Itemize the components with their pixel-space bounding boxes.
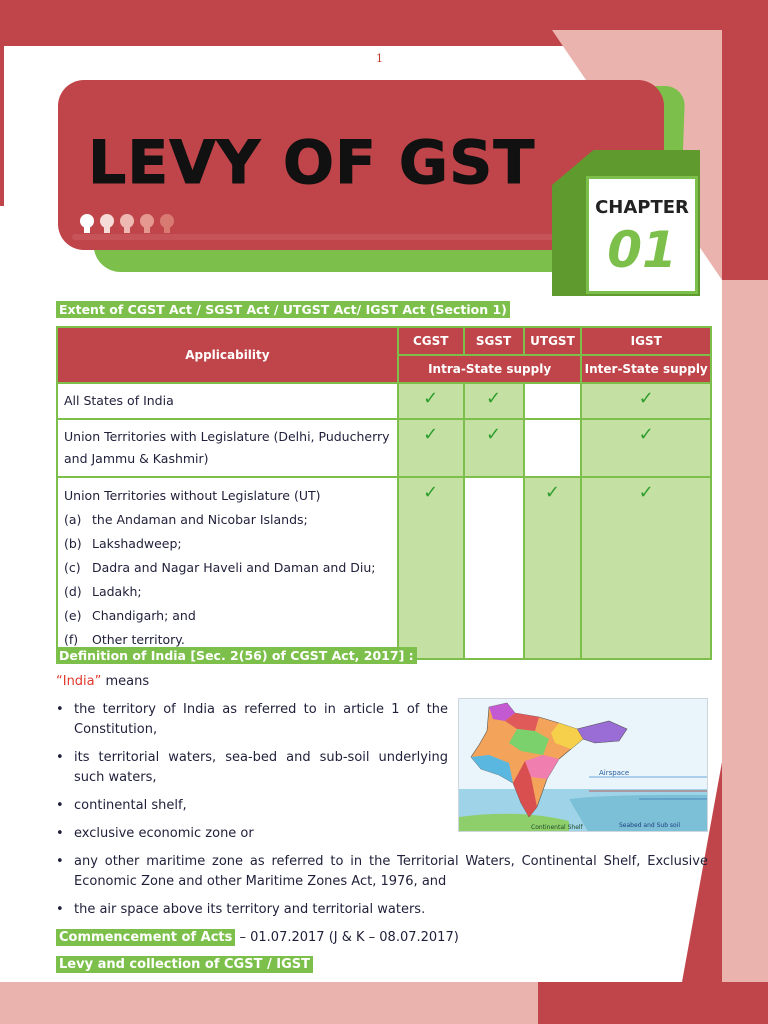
header-igst: IGST — [581, 327, 711, 355]
check-icon: ✓ — [398, 419, 464, 477]
list-item — [64, 604, 391, 628]
header-utgst: UTGST — [524, 327, 582, 355]
extent-heading-text: Extent of CGST Act / SGST Act / UTGST Act/ IGST Act (Section 1) — [56, 301, 510, 318]
check-icon: ✓ — [581, 383, 711, 419]
chapter-number: 01 — [607, 221, 677, 279]
bullet-icon: • — [56, 826, 64, 841]
list-item — [64, 556, 391, 580]
levy-heading — [56, 957, 313, 972]
frame-right-pink-bar — [722, 280, 768, 1024]
empty-cell — [464, 477, 524, 659]
chapter-label: CHAPTER — [595, 197, 689, 218]
list-item — [56, 796, 448, 816]
header-intra-state: Intra-State supply — [398, 355, 582, 383]
commencement-line — [56, 930, 459, 945]
check-icon: ✓ — [581, 477, 711, 659]
item-mark: (f) — [64, 632, 79, 647]
header-sgst: SGST — [464, 327, 524, 355]
bullet-text: continental shelf, — [74, 798, 187, 813]
empty-cell — [524, 383, 582, 419]
check-icon: ✓ — [581, 419, 711, 477]
empty-cell — [524, 419, 582, 477]
list-item — [56, 700, 448, 740]
table-row — [57, 477, 711, 659]
bulb-icons — [80, 214, 174, 234]
item-mark: (e) — [64, 608, 82, 623]
bulb-icon — [160, 214, 174, 234]
check-icon: ✓ — [464, 383, 524, 419]
commencement-text: – 01.07.2017 (J & K – 08.07.2017) — [235, 930, 459, 945]
item-mark: (a) — [64, 512, 82, 527]
header-inter-state: Inter-State supply — [581, 355, 711, 383]
check-icon: ✓ — [524, 477, 582, 659]
list-item — [64, 532, 391, 556]
list-item — [56, 748, 448, 788]
bullet-icon: • — [56, 902, 64, 917]
bullet-icon: • — [56, 854, 64, 869]
item-text: Ladakh; — [92, 584, 142, 599]
india-word: “India” — [56, 674, 102, 689]
item-text: the Andaman and Nicobar Islands; — [92, 512, 308, 527]
bullet-icon: • — [56, 702, 64, 717]
india-means-line — [56, 674, 149, 689]
bullet-icon: • — [56, 798, 64, 813]
chapter-badge — [586, 176, 698, 294]
frame-bottom-red-bar — [538, 982, 768, 1024]
bulb-icon — [140, 214, 154, 234]
item-text: Dadra and Nagar Haveli and Daman and Diu; — [92, 560, 376, 575]
table-row — [57, 419, 711, 477]
header-cgst: CGST — [398, 327, 464, 355]
list-item — [64, 580, 391, 604]
extent-heading — [56, 302, 510, 318]
item-text: Other territory. — [92, 632, 185, 647]
page-title: LEVY OF GST — [88, 128, 536, 198]
bullet-text: the air space above its territory and territorial waters. — [74, 902, 426, 917]
list-item — [64, 508, 391, 532]
definition-heading-text: Definition of India [Sec. 2(56) of CGST Act, 2017] : — [56, 647, 417, 664]
header-applicability: Applicability — [57, 327, 398, 383]
india-map-image — [458, 698, 708, 832]
item-mark: (d) — [64, 584, 82, 599]
continental-shelf-label: Continental Shelf — [531, 824, 583, 831]
row-label: Union Territories with Legislature (Delhi, Puducherry and Jammu & Kashmir) — [57, 419, 398, 477]
bullet-text: any other maritime zone as referred to in the Territorial Waters, Continental Shelf, Exclusive Economic Zone and other Maritime Zones Act, 1976, and — [74, 854, 708, 889]
seabed-label: Seabed and Sub soil — [619, 822, 681, 829]
row-label: All States of India — [57, 383, 398, 419]
item-text: Lakshadweep; — [92, 536, 182, 551]
bulb-icon — [120, 214, 134, 234]
airspace-label: Airspace — [599, 769, 630, 777]
page-number: 1 — [376, 52, 383, 65]
bulb-icon — [80, 214, 94, 234]
row-label: Union Territories without Legislature (UT) — [64, 488, 321, 503]
bullet-text: its territorial waters, sea-bed and sub-soil underlying such waters, — [74, 750, 448, 785]
levy-heading-text: Levy and collection of CGST / IGST — [56, 956, 313, 973]
check-icon: ✓ — [398, 383, 464, 419]
definition-heading — [56, 648, 417, 664]
item-mark: (c) — [64, 560, 81, 575]
table-row — [57, 383, 711, 419]
means-word: means — [101, 674, 150, 689]
frame-left-accent — [0, 46, 4, 206]
list-item — [56, 852, 708, 892]
map-svg — [459, 699, 708, 832]
check-icon: ✓ — [398, 477, 464, 659]
check-icon: ✓ — [464, 419, 524, 477]
item-mark: (b) — [64, 536, 82, 551]
bullet-icon: • — [56, 750, 64, 765]
bullet-text: exclusive economic zone or — [74, 826, 254, 841]
commencement-label: Commencement of Acts — [56, 929, 235, 946]
bullet-text: the territory of India as referred to in article 1 of the Constitution, — [74, 702, 448, 737]
applicability-table — [56, 326, 712, 660]
item-text: Chandigarh; and — [92, 608, 196, 623]
bulb-icon — [100, 214, 114, 234]
list-item — [56, 900, 708, 920]
row-label-ut — [57, 477, 398, 659]
list-item — [56, 824, 448, 844]
